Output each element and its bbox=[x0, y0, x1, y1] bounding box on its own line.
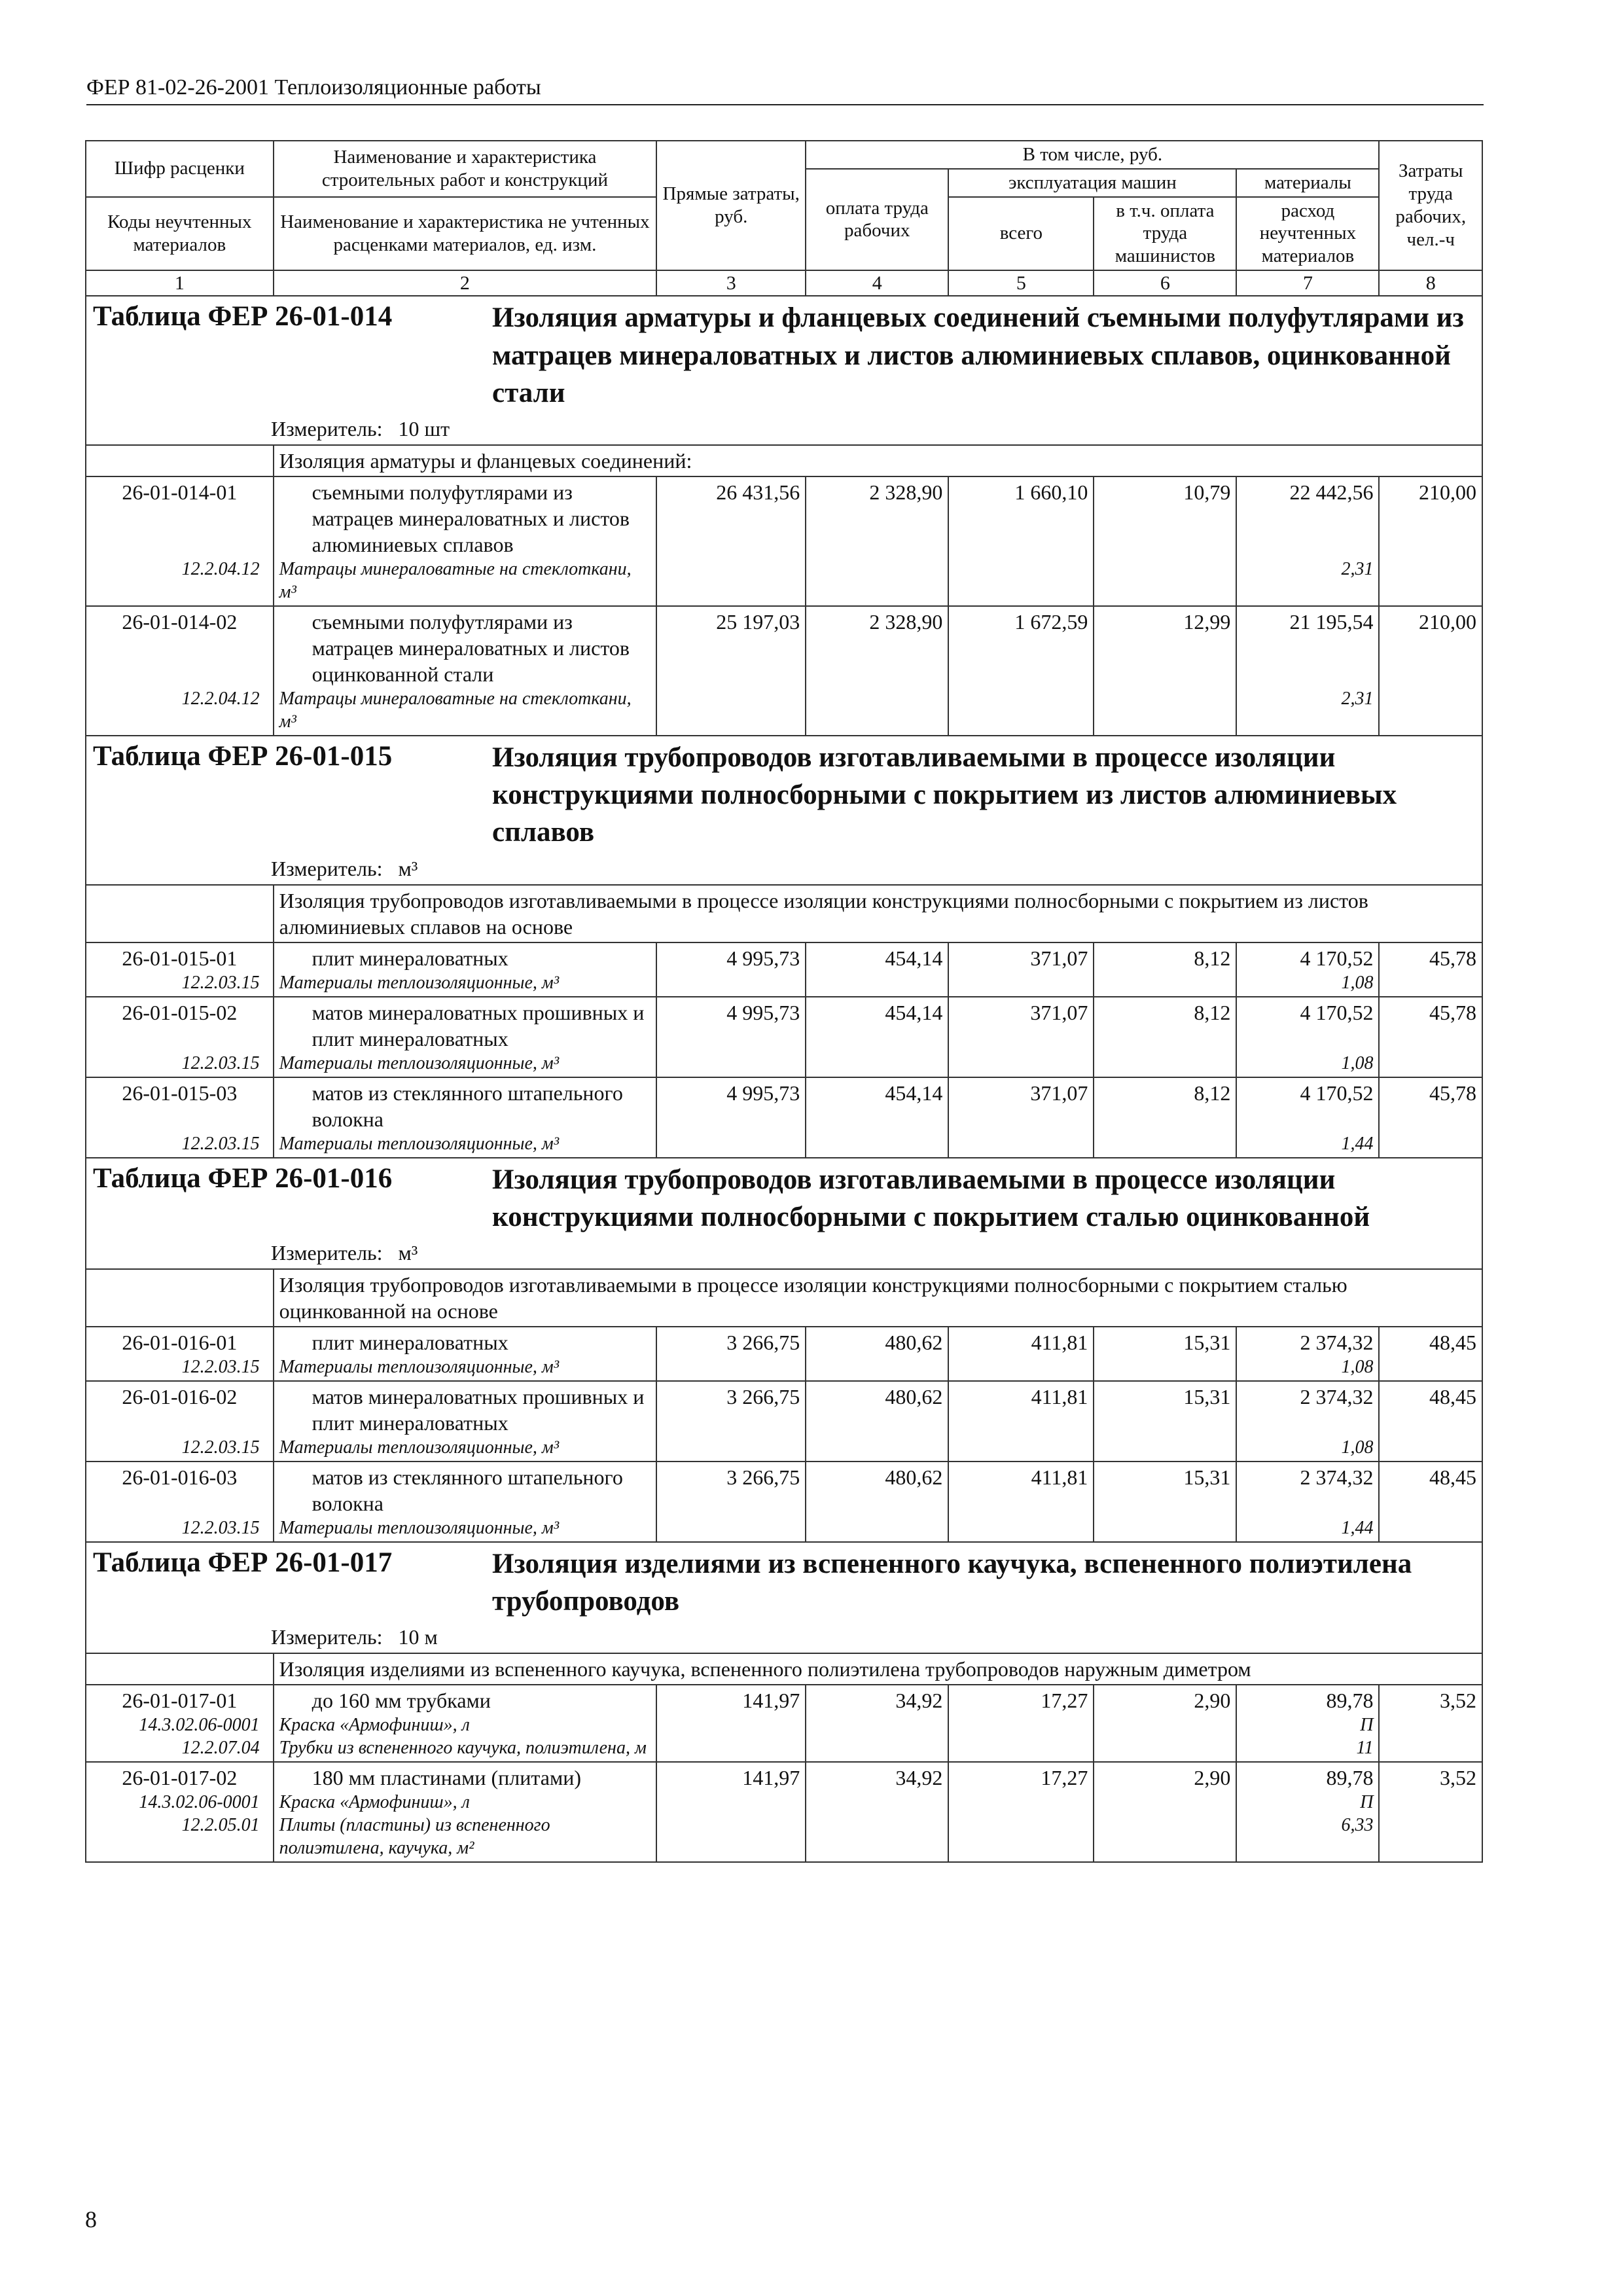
value-mach: 371,07 bbox=[948, 942, 1094, 997]
value-mat: 89,78 bbox=[1326, 1766, 1374, 1790]
rate-name: 180 мм пластинами (плитами) bbox=[312, 1766, 581, 1790]
rate-name: съемными полуфутлярами из матрацев минераловатных и листов оцинкованной стали bbox=[312, 610, 630, 687]
rate-name-cell bbox=[274, 1327, 656, 1381]
value-hours: 45,78 bbox=[1379, 1077, 1482, 1158]
value-labor: 2 328,90 bbox=[806, 476, 948, 606]
table-measure bbox=[86, 854, 1482, 884]
group-code-cell bbox=[86, 1269, 274, 1327]
material-code: 12.2.05.01 bbox=[181, 1815, 260, 1836]
materials-cell bbox=[1236, 1381, 1379, 1462]
material-name: Матрацы минераловатные на стеклоткани, м³ bbox=[279, 689, 632, 732]
value-mach: 17,27 bbox=[948, 1685, 1094, 1762]
value-mat: 4 170,52 bbox=[1300, 1000, 1374, 1024]
table-row bbox=[86, 1327, 1482, 1381]
rate-code-cell bbox=[86, 606, 274, 736]
material-code: 14.3.02.06-0001 bbox=[139, 1715, 260, 1736]
col-number: 1 bbox=[86, 270, 274, 296]
rate-name: матов минераловатных прошивных и плит минераловатных bbox=[312, 1000, 645, 1050]
mat-spacer bbox=[1242, 1106, 1373, 1132]
value-labor: 2 328,90 bbox=[806, 606, 948, 736]
measure-value: м³ bbox=[398, 856, 418, 880]
mat-spacer bbox=[1242, 1410, 1373, 1436]
measure-label: Измеритель: bbox=[271, 417, 383, 441]
group-row bbox=[86, 445, 1482, 476]
value-mach-wage: 12,99 bbox=[1094, 606, 1236, 736]
material-code: 12.2.03.15 bbox=[181, 1133, 260, 1154]
measure-label: Измеритель: bbox=[271, 1240, 383, 1265]
material-qty: 1,08 bbox=[1341, 1437, 1374, 1458]
value-labor: 480,62 bbox=[806, 1381, 948, 1462]
measure-label: Измеритель: bbox=[271, 1625, 383, 1649]
value-mach: 411,81 bbox=[948, 1327, 1094, 1381]
col-number: 2 bbox=[274, 270, 656, 296]
rate-code-cell bbox=[86, 942, 274, 997]
group-description: Изоляция трубопроводов изготавливаемыми в процессе изоляции конструкциями полносборными с покрытием сталью оцинкованной на основе bbox=[274, 1269, 1482, 1327]
value-mach-wage: 8,12 bbox=[1094, 942, 1236, 997]
rate-code-cell bbox=[86, 1762, 274, 1862]
material-qty: 2,31 bbox=[1341, 559, 1374, 580]
rates-table bbox=[85, 140, 1483, 1863]
material-name: Трубки из вспененного каучука, полиэтилена, м bbox=[279, 1738, 647, 1759]
material-code: 12.2.03.15 bbox=[181, 1356, 260, 1377]
value-labor: 454,14 bbox=[806, 1077, 948, 1158]
material-code: 12.2.03.15 bbox=[181, 1437, 260, 1458]
rate-name-cell bbox=[274, 1462, 656, 1542]
material-code: 12.2.03.15 bbox=[181, 972, 260, 993]
materials-cell bbox=[1236, 1685, 1379, 1762]
col-direct-header: Прямые затраты, руб. bbox=[656, 141, 806, 270]
rate-name: матов из стеклянного штапельного волокна bbox=[312, 1081, 623, 1131]
value-direct: 3 266,75 bbox=[656, 1462, 806, 1542]
col-materials-use-header: расход неучтенных материалов bbox=[1236, 197, 1379, 270]
rate-code-cell bbox=[86, 476, 274, 606]
col-number: 7 bbox=[1236, 270, 1379, 296]
materials-cell bbox=[1236, 476, 1379, 606]
value-mach: 371,07 bbox=[948, 1077, 1094, 1158]
value-mach: 1 660,10 bbox=[948, 476, 1094, 606]
rate-code: 26-01-017-02 bbox=[122, 1766, 238, 1790]
value-mat: 4 170,52 bbox=[1300, 1081, 1374, 1105]
code-spacer bbox=[92, 505, 268, 558]
rate-name-cell bbox=[274, 942, 656, 997]
rate-code-cell bbox=[86, 1327, 274, 1381]
value-mach-wage: 8,12 bbox=[1094, 997, 1236, 1077]
col-labor-pay-header: оплата труда рабочих bbox=[806, 169, 948, 270]
col-number: 6 bbox=[1094, 270, 1236, 296]
code-spacer bbox=[92, 1106, 268, 1132]
value-hours: 48,45 bbox=[1379, 1327, 1482, 1381]
mat-spacer bbox=[1242, 635, 1373, 687]
col-name-bottom-header: Наименование и характеристика не учтенных расценками материалов, ед. изм. bbox=[274, 197, 656, 270]
value-direct: 141,97 bbox=[656, 1685, 806, 1762]
table-row bbox=[86, 1685, 1482, 1762]
value-hours: 48,45 bbox=[1379, 1462, 1482, 1542]
value-direct: 25 197,03 bbox=[656, 606, 806, 736]
materials-cell bbox=[1236, 606, 1379, 736]
group-description: Изоляция изделиями из вспененного каучука, вспененного полиэтилена трубопроводов наружным диметром bbox=[274, 1653, 1482, 1685]
rate-name: плит минераловатных bbox=[312, 1330, 508, 1354]
measure-value: 10 шт bbox=[398, 417, 450, 441]
col-name-top-header: Наименование и характеристика строительных работ и конструкций bbox=[274, 141, 656, 197]
value-labor: 454,14 bbox=[806, 942, 948, 997]
value-mat: 2 374,32 bbox=[1300, 1465, 1374, 1489]
rate-name-cell bbox=[274, 997, 656, 1077]
material-code: 12.2.03.15 bbox=[181, 1517, 260, 1538]
measure-value: 10 м bbox=[398, 1625, 438, 1649]
value-hours: 3,52 bbox=[1379, 1762, 1482, 1862]
table-row bbox=[86, 1762, 1482, 1862]
material-name: Матрацы минераловатные на стеклоткани, м³ bbox=[279, 559, 632, 603]
value-mat: 2 374,32 bbox=[1300, 1384, 1374, 1408]
rate-code-cell bbox=[86, 1462, 274, 1542]
value-labor: 454,14 bbox=[806, 997, 948, 1077]
rate-code: 26-01-014-01 bbox=[122, 480, 238, 505]
mat-spacer bbox=[1242, 1490, 1373, 1516]
table-row bbox=[86, 1462, 1482, 1542]
col-codes-header: Коды неучтенных материалов bbox=[86, 197, 274, 270]
group-code-cell bbox=[86, 885, 274, 942]
rate-name: съемными полуфутлярами из матрацев минераловатных и листов алюминиевых сплавов bbox=[312, 480, 630, 557]
value-mach-wage: 8,12 bbox=[1094, 1077, 1236, 1158]
value-hours: 210,00 bbox=[1379, 476, 1482, 606]
col-incl-header: В том числе, руб. bbox=[806, 141, 1379, 169]
value-hours: 210,00 bbox=[1379, 606, 1482, 736]
table-row bbox=[86, 997, 1482, 1077]
value-direct: 26 431,56 bbox=[656, 476, 806, 606]
table-row bbox=[86, 606, 1482, 736]
material-name: Материалы теплоизоляционные, м³ bbox=[279, 972, 560, 993]
value-mach: 1 672,59 bbox=[948, 606, 1094, 736]
rate-code: 26-01-015-02 bbox=[122, 1000, 238, 1024]
materials-cell bbox=[1236, 942, 1379, 997]
rate-name-cell bbox=[274, 1077, 656, 1158]
material-name: Материалы теплоизоляционные, м³ bbox=[279, 1052, 560, 1073]
material-qty: 1,44 bbox=[1341, 1517, 1374, 1538]
value-mach-wage: 15,31 bbox=[1094, 1327, 1236, 1381]
value-direct: 3 266,75 bbox=[656, 1327, 806, 1381]
value-mach-wage: 15,31 bbox=[1094, 1381, 1236, 1462]
page-header: ФЕР 81-02-26-2001 Теплоизоляционные работы bbox=[86, 75, 1484, 105]
material-name: Плиты (пластины) из вспененного полиэтилена, каучука, м² bbox=[279, 1815, 550, 1859]
material-name: Краска «Армофиниш», л bbox=[279, 1715, 470, 1736]
group-description: Изоляция арматуры и фланцевых соединений: bbox=[274, 445, 1482, 476]
col-machines-total-header: всего bbox=[948, 197, 1094, 270]
col-labor-cost-header: Затраты труда рабочих, чел.-ч bbox=[1379, 141, 1482, 270]
table-title: Изоляция изделиями из вспененного каучука, вспененного полиэтилена трубопроводов bbox=[492, 1548, 1412, 1617]
materials-cell bbox=[1236, 1327, 1379, 1381]
rate-code: 26-01-014-02 bbox=[122, 610, 238, 634]
group-description: Изоляция трубопроводов изготавливаемыми в процессе изоляции конструкциями полносборными с покрытием из листов алюминиевых сплавов на основе bbox=[274, 885, 1482, 942]
value-mach: 371,07 bbox=[948, 997, 1094, 1077]
rate-name: плит минераловатных bbox=[312, 946, 508, 970]
rate-code: 26-01-015-01 bbox=[122, 946, 238, 970]
materials-cell bbox=[1236, 1762, 1379, 1862]
value-mat: 21 195,54 bbox=[1289, 610, 1374, 634]
col-materials-header: материалы bbox=[1236, 169, 1379, 197]
material-qty: 6,33 bbox=[1341, 1815, 1374, 1836]
value-mach: 411,81 bbox=[948, 1462, 1094, 1542]
value-hours: 45,78 bbox=[1379, 942, 1482, 997]
rate-name-cell bbox=[274, 1381, 656, 1462]
material-qty: 1,08 bbox=[1341, 972, 1374, 993]
code-spacer bbox=[92, 635, 268, 687]
table-measure bbox=[86, 1623, 1482, 1653]
rate-code-cell bbox=[86, 1685, 274, 1762]
rate-code-cell bbox=[86, 1077, 274, 1158]
material-qty: П bbox=[1360, 1792, 1374, 1813]
value-mach: 411,81 bbox=[948, 1381, 1094, 1462]
material-code: 14.3.02.06-0001 bbox=[139, 1792, 260, 1813]
mat-spacer bbox=[1242, 1026, 1373, 1052]
value-mach-wage: 2,90 bbox=[1094, 1762, 1236, 1862]
code-spacer bbox=[92, 1490, 268, 1516]
material-name: Материалы теплоизоляционные, м³ bbox=[279, 1356, 560, 1377]
table-title: Изоляция трубопроводов изготавливаемыми в процессе изоляции конструкциями полносборными с покрытием сталью оцинкованной bbox=[492, 1164, 1370, 1232]
code-spacer bbox=[92, 1410, 268, 1436]
rate-name: до 160 мм трубками bbox=[312, 1689, 491, 1713]
value-direct: 3 266,75 bbox=[656, 1381, 806, 1462]
column-numbers-row bbox=[86, 270, 1482, 296]
rate-name-cell bbox=[274, 1685, 656, 1762]
table-row bbox=[86, 1077, 1482, 1158]
value-direct: 4 995,73 bbox=[656, 997, 806, 1077]
measure-label: Измеритель: bbox=[271, 856, 383, 880]
table-measure bbox=[86, 1238, 1482, 1268]
measure-value: м³ bbox=[398, 1240, 418, 1265]
table-title-row bbox=[86, 736, 1482, 885]
table-label: Таблица ФЕР 26-01-014 bbox=[93, 301, 393, 332]
rate-code: 26-01-015-03 bbox=[122, 1081, 238, 1105]
value-labor: 34,92 bbox=[806, 1762, 948, 1862]
materials-cell bbox=[1236, 1077, 1379, 1158]
table-row bbox=[86, 1381, 1482, 1462]
group-code-cell bbox=[86, 445, 274, 476]
group-row bbox=[86, 885, 1482, 942]
value-mat: 89,78 bbox=[1326, 1689, 1374, 1713]
material-code: 12.2.03.15 bbox=[181, 1052, 260, 1073]
table-label: Таблица ФЕР 26-01-017 bbox=[93, 1547, 393, 1578]
table-title-row bbox=[86, 296, 1482, 445]
col-cipher-header: Шифр расценки bbox=[86, 141, 274, 197]
table-title-row bbox=[86, 1542, 1482, 1653]
value-direct: 4 995,73 bbox=[656, 1077, 806, 1158]
material-qty: 11 bbox=[1356, 1738, 1374, 1759]
value-mach: 17,27 bbox=[948, 1762, 1094, 1862]
material-qty: 1,08 bbox=[1341, 1356, 1374, 1377]
value-mach-wage: 15,31 bbox=[1094, 1462, 1236, 1542]
mat-spacer bbox=[1242, 505, 1373, 558]
rate-code: 26-01-016-03 bbox=[122, 1465, 238, 1489]
group-row bbox=[86, 1269, 1482, 1327]
material-qty: 1,44 bbox=[1341, 1133, 1374, 1154]
table-row bbox=[86, 942, 1482, 997]
col-number: 3 bbox=[656, 270, 806, 296]
material-name: Краска «Армофиниш», л bbox=[279, 1792, 470, 1813]
col-number: 5 bbox=[948, 270, 1094, 296]
rate-code: 26-01-016-02 bbox=[122, 1384, 238, 1408]
rate-name: матов минераловатных прошивных и плит минераловатных bbox=[312, 1384, 645, 1435]
value-hours: 3,52 bbox=[1379, 1685, 1482, 1762]
group-row bbox=[86, 1653, 1482, 1685]
col-machines-wage-header: в т.ч. оплата труда машинистов bbox=[1094, 197, 1236, 270]
material-qty: 2,31 bbox=[1341, 689, 1374, 709]
value-mat: 4 170,52 bbox=[1300, 946, 1374, 970]
value-hours: 45,78 bbox=[1379, 997, 1482, 1077]
col-number: 4 bbox=[806, 270, 948, 296]
value-labor: 34,92 bbox=[806, 1685, 948, 1762]
value-labor: 480,62 bbox=[806, 1327, 948, 1381]
rate-code-cell bbox=[86, 997, 274, 1077]
material-name: Материалы теплоизоляционные, м³ bbox=[279, 1133, 560, 1154]
table-title-row bbox=[86, 1158, 1482, 1269]
rate-code: 26-01-016-01 bbox=[122, 1330, 238, 1354]
material-name: Материалы теплоизоляционные, м³ bbox=[279, 1517, 560, 1538]
value-direct: 141,97 bbox=[656, 1762, 806, 1862]
materials-cell bbox=[1236, 1462, 1379, 1542]
rate-name: матов из стеклянного штапельного волокна bbox=[312, 1465, 623, 1515]
table-label: Таблица ФЕР 26-01-016 bbox=[93, 1162, 393, 1194]
material-code: 12.2.07.04 bbox=[181, 1738, 260, 1759]
value-labor: 480,62 bbox=[806, 1462, 948, 1542]
table-title: Изоляция трубопроводов изготавливаемыми в процессе изоляции конструкциями полносборными с покрытием из листов алюминиевых сплавов bbox=[492, 742, 1397, 848]
material-qty: П bbox=[1360, 1715, 1374, 1736]
col-number: 8 bbox=[1379, 270, 1482, 296]
group-code-cell bbox=[86, 1653, 274, 1685]
rate-name-cell bbox=[274, 476, 656, 606]
materials-cell bbox=[1236, 997, 1379, 1077]
table-row bbox=[86, 476, 1482, 606]
value-mat: 22 442,56 bbox=[1289, 480, 1374, 505]
rate-name-cell bbox=[274, 606, 656, 736]
material-code: 12.2.04.12 bbox=[181, 689, 260, 709]
material-name: Материалы теплоизоляционные, м³ bbox=[279, 1437, 560, 1458]
rate-name-cell bbox=[274, 1762, 656, 1862]
rate-code-cell bbox=[86, 1381, 274, 1462]
value-hours: 48,45 bbox=[1379, 1381, 1482, 1462]
table-measure bbox=[86, 414, 1482, 444]
page-number: 8 bbox=[85, 2206, 97, 2233]
value-direct: 4 995,73 bbox=[656, 942, 806, 997]
table-label: Таблица ФЕР 26-01-015 bbox=[93, 741, 393, 772]
value-mach-wage: 10,79 bbox=[1094, 476, 1236, 606]
material-qty: 1,08 bbox=[1341, 1052, 1374, 1073]
rate-code: 26-01-017-01 bbox=[122, 1689, 238, 1713]
value-mach-wage: 2,90 bbox=[1094, 1685, 1236, 1762]
code-spacer bbox=[92, 1026, 268, 1052]
col-machines-header: эксплуатация машин bbox=[948, 169, 1236, 197]
table-title: Изоляция арматуры и фланцевых соединений съемными полуфутлярами из матрацев минераловатных и листов алюминиевых сплавов, оцинкованной стали bbox=[492, 302, 1464, 408]
material-code: 12.2.04.12 bbox=[181, 559, 260, 580]
value-mat: 2 374,32 bbox=[1300, 1330, 1374, 1354]
